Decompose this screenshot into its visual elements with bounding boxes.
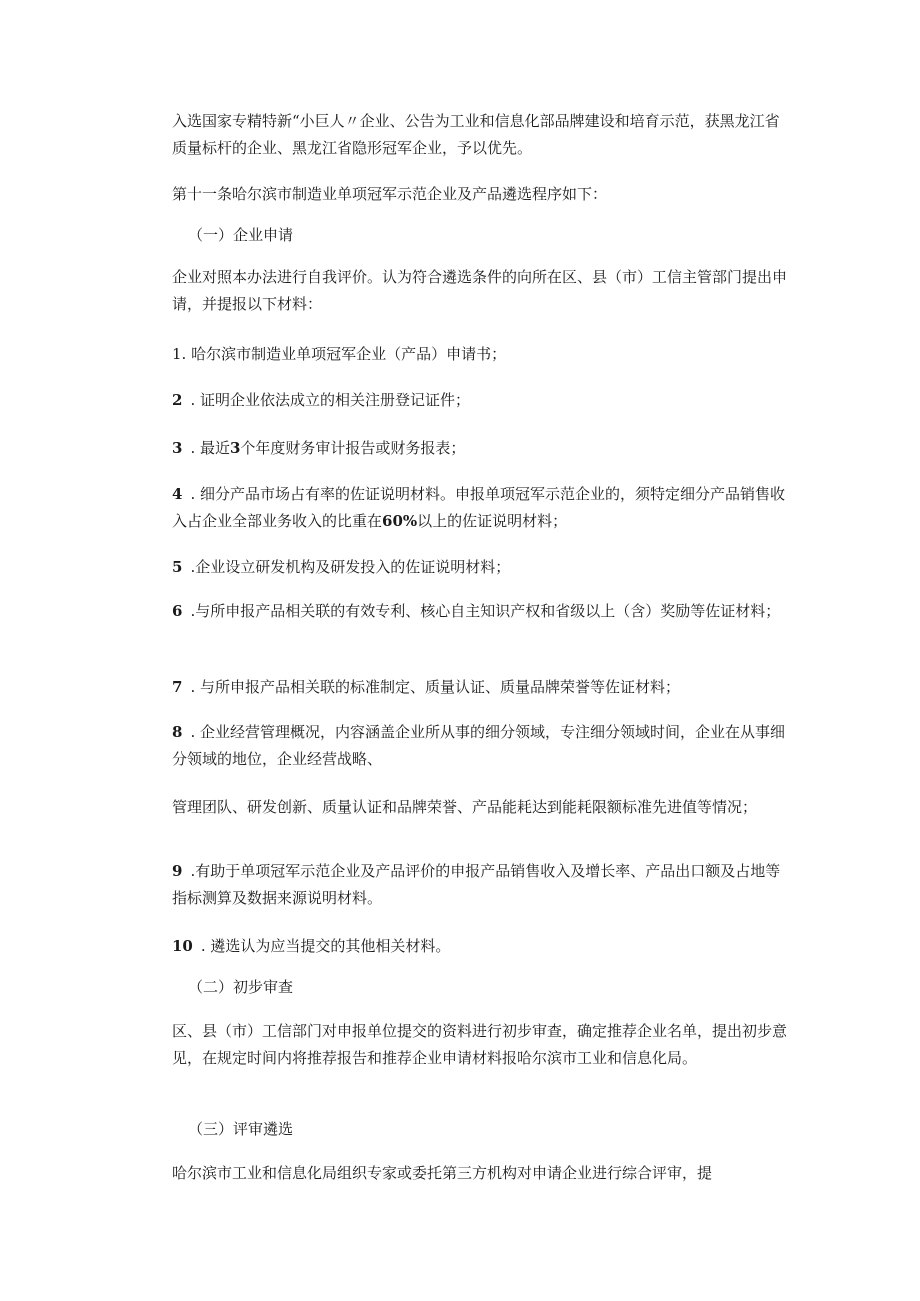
- list-item-6: [172, 598, 788, 625]
- list-item-number: 8: [172, 723, 183, 741]
- list-item-text: . 最近: [190, 439, 230, 457]
- list-item-text: .有助于单项冠军示范企业及产品评价的申报产品销售收入及增长率、产品出口额及占地等指标测算及数据来源说明材料。: [172, 862, 781, 907]
- list-item-10: [172, 933, 788, 960]
- list-item-number: 10: [172, 937, 193, 955]
- list-item-text: . 企业经营管理概况，内容涵盖企业所从事的细分领域，专注细分领域时间，企业在从事细分领域的地位，企业经营战略、: [172, 723, 785, 768]
- list-item-number: 5: [172, 558, 183, 576]
- list-item-3: [172, 435, 788, 462]
- list-item-text: . 证明企业依法成立的相关注册登记证件；: [190, 391, 470, 409]
- list-item-text: .与所申报产品相关联的有效专利、核心自主知识产权和省级以上（含）奖励等佐证材料；: [190, 602, 781, 620]
- list-item-text: . 细分产品市场占有率的佐证说明材料。申报单项冠军示范企业的，须特定细分产品销售收入占企业全部业务收入的比重在: [172, 485, 785, 530]
- list-item-2: [172, 387, 788, 414]
- article-11-heading: 第十一条哈尔滨市制造业单项冠军示范企业及产品遴选程序如下：: [172, 185, 608, 203]
- bold-percent: 60%: [382, 512, 418, 530]
- list-item-number: 7: [172, 678, 183, 696]
- paragraph-review: 区、县（市）工信部门对申报单位提交的资料进行初步审查，确定推荐企业名单，提出初步意见，在规定时间内将推荐报告和推荐企业申请材料报哈尔滨市工业和信息化局。: [172, 1022, 788, 1067]
- list-item-8: [172, 719, 788, 773]
- list-item-5: [172, 554, 788, 581]
- bold-number: 3: [229, 439, 241, 457]
- section-heading-3: （三）评审遴选: [188, 1120, 294, 1138]
- paragraph-apply: 企业对照本办法进行自我评价。认为符合遴选条件的向所在区、县（市）工信主管部门提出申请，并提报以下材料：: [172, 268, 788, 313]
- list-item-number: 3: [172, 439, 183, 457]
- list-item-text: . 遴选认为应当提交的其他相关材料。: [200, 937, 451, 955]
- section-heading-2: （二）初步审查: [188, 978, 294, 996]
- list-item-number: 4: [172, 485, 183, 503]
- list-item-number: 9: [172, 862, 183, 880]
- list-item-8-continued: 管理团队、研发创新、质量认证和品牌荣誉、产品能耗达到能耗限额标准先进值等情况；: [172, 798, 758, 816]
- list-item-text: 以上的佐证说明材料；: [417, 512, 568, 530]
- paragraph-eval: 哈尔滨市工业和信息化局组织专家或委托第三方机构对申请企业进行综合评审，提: [172, 1164, 713, 1182]
- section-heading-1: （一）企业申请: [188, 226, 294, 244]
- list-item-number: 2: [172, 391, 183, 409]
- list-item-4: [172, 481, 788, 535]
- list-item-text: .企业设立研发机构及研发投入的佐证说明材料；: [190, 558, 511, 576]
- list-item-number: 6: [172, 602, 183, 620]
- list-item-9: [172, 858, 788, 912]
- list-item-text: . 与所申报产品相关联的标准制定、质量认证、质量品牌荣誉等佐证材料；: [190, 678, 680, 696]
- list-item-1: 1. 哈尔滨市制造业单项冠军企业（产品）申请书；: [172, 345, 507, 363]
- paragraph-intro: 入选国家专精特新“小巨人〃企业、公告为工业和信息化部品牌建设和培育示范，获黑龙江省质量标杆的企业、黑龙江省隐形冠军企业，予以优先。: [172, 112, 780, 157]
- list-item-7: [172, 674, 788, 701]
- list-item-text: 个年度财务审计报告或财务报表；: [240, 439, 466, 457]
